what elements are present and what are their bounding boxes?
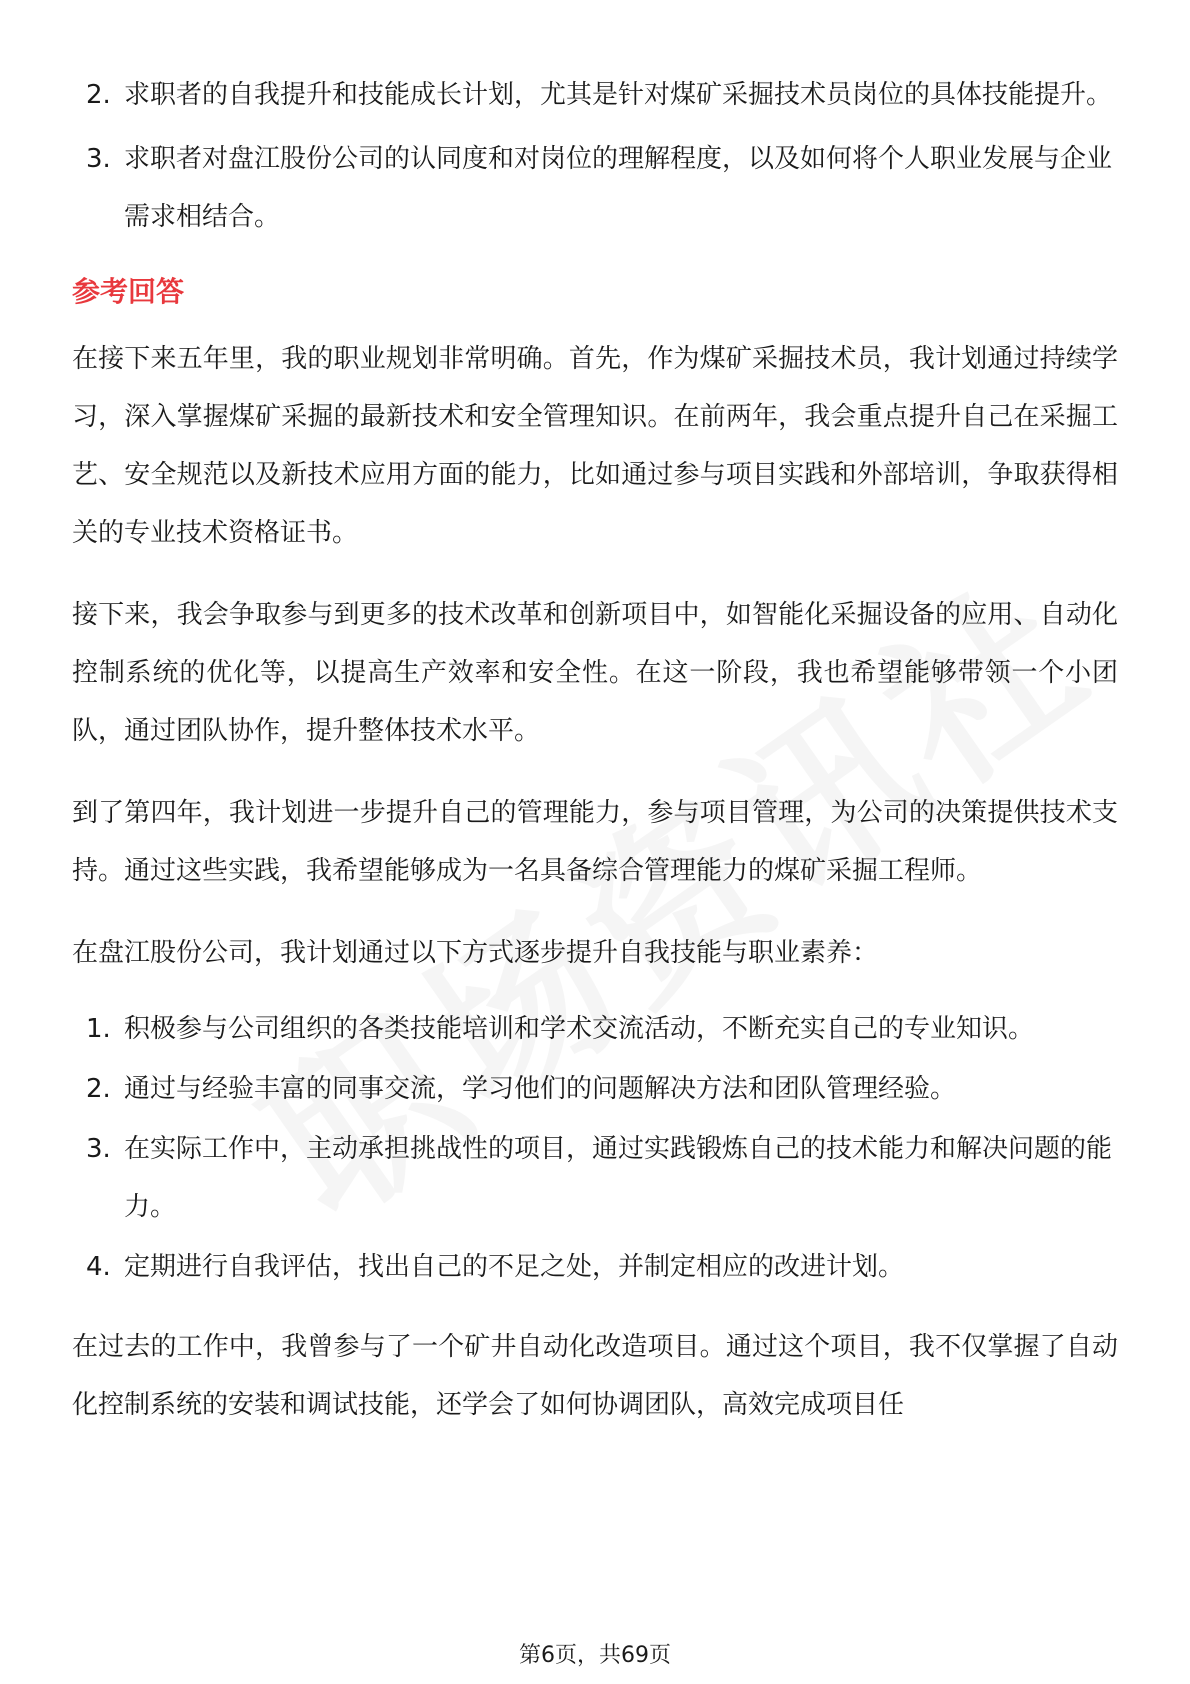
paragraph: 接下来，我会争取参与到更多的技术改革和创新项目中，如智能化采掘设备的应用、自动化控制系统的优化等，以提高生产效率和安全性。在这一阶段，我也希望能够带领一个小团队，通过团队协作，提升整体技术水平。 <box>72 600 1118 746</box>
list-item <box>72 1060 1118 1118</box>
list-item-number: 3. <box>86 144 111 174</box>
list-item-number: 2. <box>86 80 111 110</box>
list-item-text: 定期进行自我评估，找出自己的不足之处，并制定相应的改进计划。 <box>124 1252 905 1282</box>
paragraph: 在接下来五年里，我的职业规划非常明确。首先，作为煤矿采掘技术员，我计划通过持续学习，深入掌握煤矿采掘的最新技术和安全管理知识。在前两年，我会重点提升自己在采掘工艺、安全规范以及新技术应用方面的能力，比如通过参与项目实践和外部培训，争取获得相关的专业技术资格证书。 <box>72 344 1118 548</box>
list-item-text: 在实际工作中，主动承担挑战性的项目，通过实践锻炼自己的技术能力和解决问题的能力。 <box>124 1134 1113 1222</box>
list-item-text: 积极参与公司组织的各类技能培训和学术交流活动，不断充实自己的专业知识。 <box>124 1014 1035 1044</box>
list-item-number: 1. <box>86 1014 111 1044</box>
list-item-number: 3. <box>86 1134 111 1164</box>
list-item-text: 通过与经验丰富的同事交流，学习他们的问题解决方法和团队管理经验。 <box>124 1074 957 1104</box>
paragraph: 到了第四年，我计划进一步提升自己的管理能力，参与项目管理，为公司的决策提供技术支持。通过这些实践，我希望能够成为一名具备综合管理能力的煤矿采掘工程师。 <box>72 798 1118 886</box>
list-item <box>72 1000 1118 1058</box>
paragraph: 在盘江股份公司，我计划通过以下方式逐步提升自我技能与职业素养： <box>72 938 879 968</box>
list-item-number: 4. <box>86 1252 111 1282</box>
list-item-number: 2. <box>86 1074 111 1104</box>
list-item-text: 求职者的自我提升和技能成长计划，尤其是针对煤矿采掘技术员岗位的具体技能提升。 <box>124 80 1113 110</box>
section-title: 参考回答 <box>72 275 185 308</box>
list-item <box>72 66 1118 124</box>
list-item <box>72 1238 1118 1296</box>
list-item <box>72 1120 1118 1236</box>
top-numbered-list <box>72 66 1118 246</box>
paragraph: 在过去的工作中，我曾参与了一个矿井自动化改造项目。通过这个项目，我不仅掌握了自动化控制系统的安装和调试技能，还学会了如何协调团队，高效完成项目任 <box>72 1332 1118 1420</box>
list-item <box>72 130 1118 246</box>
list-item-text: 求职者对盘江股份公司的认同度和对岗位的理解程度，以及如何将个人职业发展与企业需求相结合。 <box>124 144 1113 232</box>
page-content <box>72 66 1118 1434</box>
bottom-numbered-list <box>72 1000 1118 1296</box>
page-footer: 第6页，共69页 <box>519 1643 671 1668</box>
